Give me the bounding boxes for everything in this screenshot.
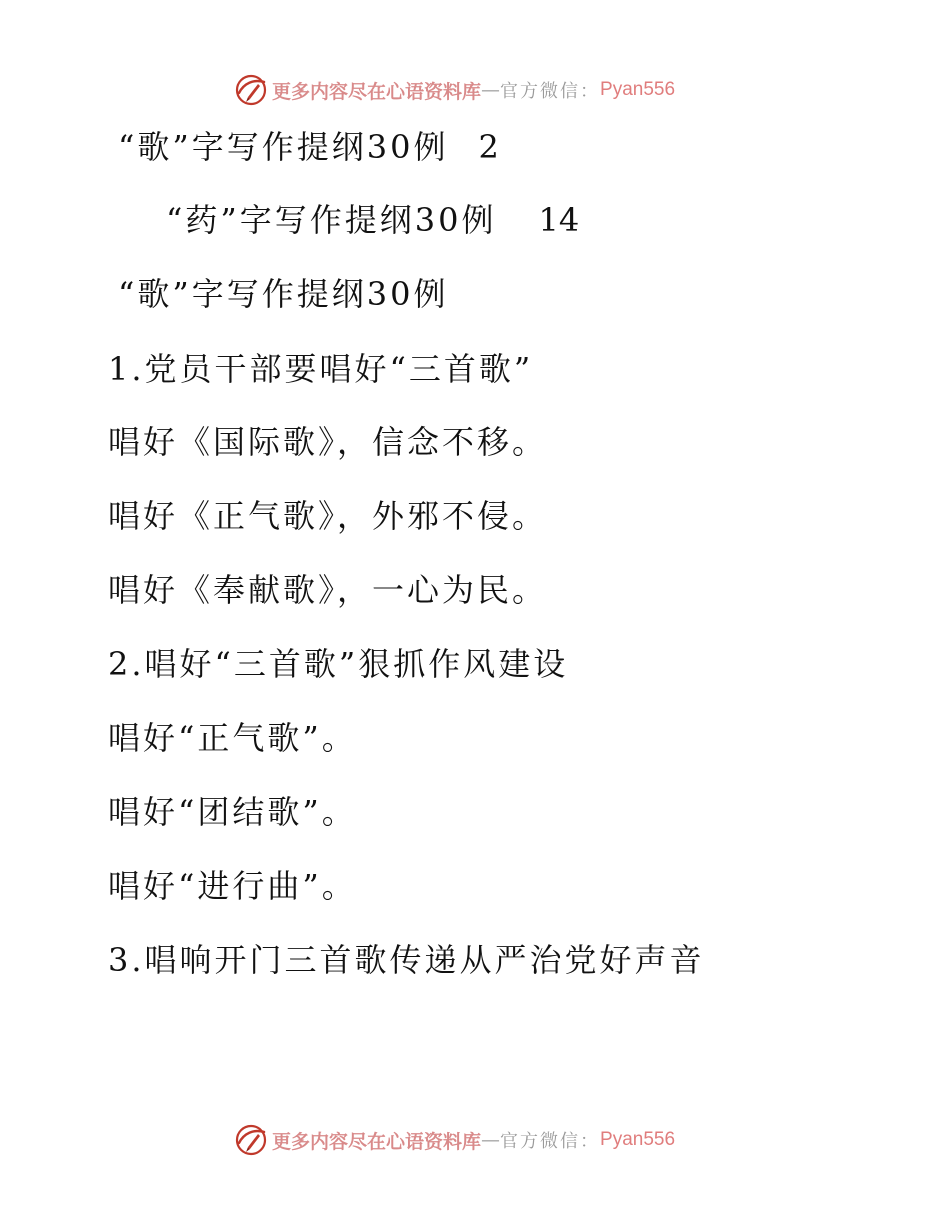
pen-logo-icon [234,1123,268,1157]
outline-item-2: 2.唱好“三首歌”狠抓作风建设 [108,645,569,683]
pen-logo-icon [234,73,268,107]
watermark-official-label: 官方微信： [500,1131,601,1152]
watermark-official-label: 官方微信： [500,81,601,102]
body-line: 唱好《正气歌》，外邪不侵。 [108,497,548,535]
body-line: 唱好《奉献歌》，一心为民。 [108,571,548,609]
watermark-wechat-id: Pyan556 [600,1129,676,1150]
body-line: 唱好“正气歌”。 [108,719,357,757]
watermark-main-text: 更多内容尽在心语资料库 [272,80,482,103]
toc-entry-ge [118,127,499,167]
watermark-wechat-id: Pyan556 [600,79,676,100]
toc-entry-title: “药”字写作提纲30例 [166,201,497,239]
section-heading: “歌”字写作提纲30例 [118,275,449,313]
toc-entry-page: 2 [478,128,499,166]
outline-item-1: 1.党员干部要唱好“三首歌” [108,350,534,388]
header-watermark [234,71,675,109]
body-line: 唱好“进行曲”。 [108,867,357,905]
footer-watermark [234,1121,675,1159]
watermark-dash: — [481,1129,501,1151]
toc-entry-page: 14 [538,201,580,239]
body-line: 唱好《国际歌》，信念不移。 [108,423,548,461]
toc-entry-title: “歌”字写作提纲30例 [118,128,449,166]
watermark-main-text: 更多内容尽在心语资料库 [272,1130,482,1153]
toc-entry-yao [166,200,579,240]
body-line: 唱好“团结歌”。 [108,793,357,831]
outline-item-3: 3.唱响开门三首歌传递从严治党好声音 [108,941,705,979]
watermark-dash: — [481,79,501,101]
